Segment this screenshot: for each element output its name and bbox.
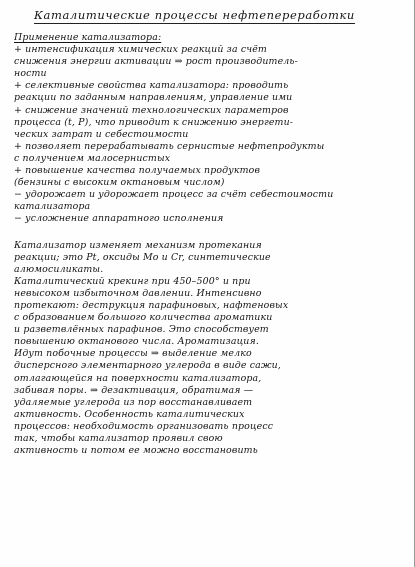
note-line: − усложнение аппаратного исполнения xyxy=(14,213,224,225)
note-line: Каталитический крекинг при 450–500° и при xyxy=(14,275,251,287)
note-line: алюмосиликаты. xyxy=(14,263,104,275)
note-line: активность и потом ее можно восстановить xyxy=(14,445,258,457)
note-line: отлагающейся на поверхности катализатора, xyxy=(14,372,262,384)
note-line: процессов: необходимость организовать процесс xyxy=(14,420,274,432)
note-line: катализатора xyxy=(14,201,91,213)
note-line: снижения энергии активации ⇒ рост производитель- xyxy=(14,56,298,68)
note-line: удаляемые углерода из пор восстанавливает xyxy=(14,396,253,408)
note-line: + снижение значений технологических параметров xyxy=(14,104,289,116)
note-line: Идут побочные процессы ⇒ выделение мелко xyxy=(14,348,252,360)
note-line: + повышение качества получаемых продуктов xyxy=(14,165,261,177)
note-line: протекают: деструкция парафиновых, нафтеновых xyxy=(14,299,289,311)
note-line: активность. Особенность каталитических xyxy=(14,408,245,420)
note-line: процесса (t, P), что приводит к снижению энергети- xyxy=(14,116,294,128)
note-line: забивая поры. ⇒ дезактивация, обратимая — xyxy=(14,384,254,396)
note-line: ческих затрат и себестоимости xyxy=(14,128,189,140)
note-line: (бензины с высоким октановым числом) xyxy=(14,177,225,189)
note-line: реакции; это Pt, оксиды Mo и Cr, синтетические xyxy=(14,251,271,263)
section-spacer xyxy=(14,226,406,240)
note-line: с получением малосернистых xyxy=(14,152,171,164)
note-line: + позволяет перерабатывать сернистые нефтепродукты xyxy=(14,140,325,152)
note-line: повышению октанового числа. Ароматизация. xyxy=(14,336,259,348)
section-heading: Применение катализатора: xyxy=(14,32,162,43)
note-line: дисперсного элементарного углерода в виде сажи, xyxy=(14,360,281,372)
page-title xyxy=(14,6,406,24)
note-line: ности xyxy=(14,68,47,80)
catalyst-mechanism-section xyxy=(14,240,406,458)
note-line: с образованием большого количества ароматики xyxy=(14,312,273,324)
note-line: − удорожает и удорожает процесс за счёт себестоимости xyxy=(14,189,334,201)
note-line: Катализатор изменяет механизм протекания xyxy=(14,239,262,251)
catalyst-application-section xyxy=(14,32,406,226)
note-line: + селективные свойства катализатора: проводить xyxy=(14,80,289,92)
note-line: так, чтобы катализатор проявил свою xyxy=(14,433,223,444)
note-line: и разветвлённых парафинов. Это способствует xyxy=(14,324,269,336)
page-title-text: Каталитические процессы нефтепереработки xyxy=(34,8,355,22)
note-line: невысоком избыточном давлении. Интенсивно xyxy=(14,287,262,299)
note-line: реакции по заданным направлениям, управление ими xyxy=(14,92,293,104)
note-line: + интенсификация химических реакций за счёт xyxy=(14,44,267,56)
